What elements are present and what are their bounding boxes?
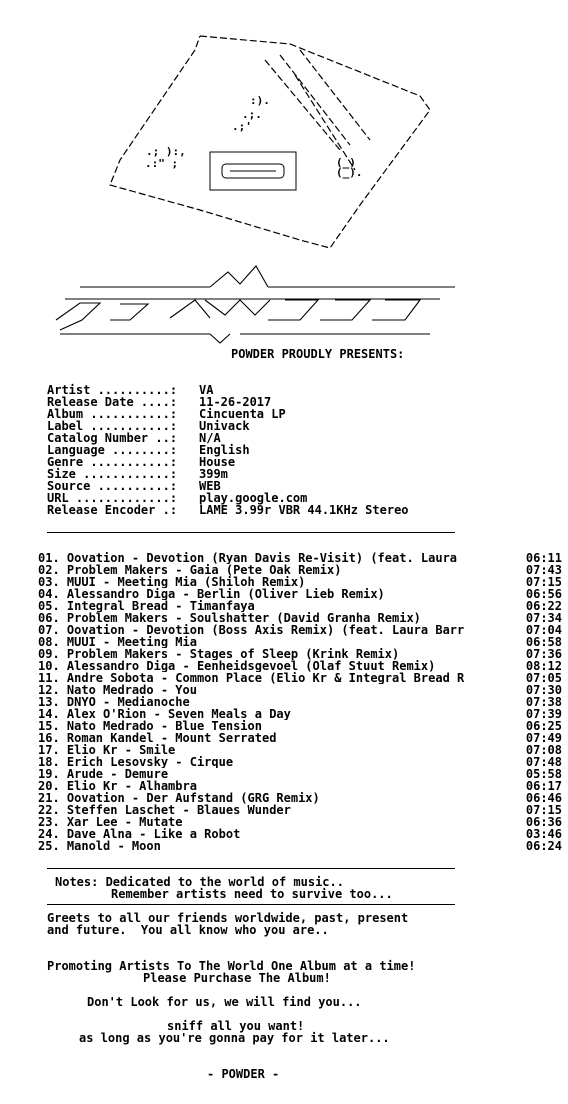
track-duration: 07:05	[525, 671, 562, 685]
track-row	[38, 576, 562, 588]
info-key-artist: Artist ..........:	[47, 383, 178, 397]
svg-text:(_): (_)	[336, 156, 356, 169]
track-row	[38, 660, 562, 672]
notes-line-2: Remember artists need to survive too...	[111, 887, 393, 901]
svg-text::).: :).	[250, 94, 270, 107]
track-duration: 08:12	[525, 659, 562, 673]
track-duration: 06:25	[525, 719, 562, 733]
track-title: 10. Alessandro Diga - Eenheidsgevoel (Olaf Stuut Remix)	[38, 660, 436, 672]
info-key-source: Source ..........:	[47, 479, 178, 493]
track-row	[38, 708, 562, 720]
track-duration: 06:58	[525, 635, 562, 649]
info-key-genre: Genre ...........:	[47, 455, 178, 469]
track-duration: 07:15	[525, 803, 562, 817]
track-title: 21. Oovation - Der Aufstand (GRG Remix)	[38, 792, 320, 804]
track-title: 22. Steffen Laschet - Blaues Wunder	[38, 804, 291, 816]
track-duration: 06:11	[525, 551, 562, 565]
track-row	[38, 756, 562, 768]
track-duration: 06:22	[525, 599, 562, 613]
track-duration: 06:56	[525, 587, 562, 601]
track-row	[38, 816, 562, 828]
svg-text:(_).: (_).	[336, 166, 363, 179]
track-duration: 07:48	[525, 755, 562, 769]
info-value-genre: House	[199, 455, 236, 469]
track-title: 11. Andre Sobota - Common Place (Elio Kr & Integral Bread R	[38, 672, 465, 684]
track-title: 23. Xar Lee - Mutate	[38, 816, 183, 828]
track-title: 19. Arude - Demure	[38, 768, 169, 780]
info-value-album: Cincuenta LP	[199, 407, 286, 421]
promo-line-1: Promoting Artists To The World One Album at a time!	[47, 959, 416, 973]
track-title: 06. Problem Makers - Soulshatter (David Granha Remix)	[38, 612, 421, 624]
info-value-artist: VA	[199, 383, 214, 397]
info-value-label: Univack	[199, 419, 250, 433]
dont-look-line: Don't Look for us, we will find you...	[87, 995, 362, 1009]
track-duration: 06:17	[525, 779, 562, 793]
track-title: 25. Manold - Moon	[38, 840, 161, 852]
divider	[47, 532, 455, 533]
promo-line-2: Please Purchase The Album!	[143, 971, 331, 985]
info-key-label: Label ...........:	[47, 419, 178, 433]
track-row	[38, 588, 562, 600]
track-row	[38, 780, 562, 792]
track-duration: 07:15	[525, 575, 562, 589]
ascii-art-logo	[0, 0, 568, 350]
track-row	[38, 600, 562, 612]
track-row	[38, 648, 562, 660]
track-row	[38, 564, 562, 576]
info-value-size: 399m	[199, 467, 228, 481]
track-duration: 07:04	[525, 623, 562, 637]
info-key-url: URL .............:	[47, 491, 178, 505]
info-key-release-date: Release Date ....:	[47, 395, 178, 409]
svg-text:.;': .;'	[232, 120, 252, 133]
track-title: 04. Alessandro Diga - Berlin (Oliver Lieb Remix)	[38, 588, 385, 600]
footer-signature: - POWDER -	[207, 1067, 280, 1081]
info-value-language: English	[199, 443, 250, 457]
track-duration: 07:34	[525, 611, 562, 625]
track-row	[38, 732, 562, 744]
track-title: 13. DNYO - Medianoche	[38, 696, 190, 708]
track-title: 14. Alex O'Rion - Seven Meals a Day	[38, 708, 291, 720]
info-value-catalog: N/A	[199, 431, 221, 445]
greets-line-2: and future. You all know who you are..	[47, 923, 329, 937]
track-row	[38, 744, 562, 756]
track-duration: 07:39	[525, 707, 562, 721]
track-duration: 07:49	[525, 731, 562, 745]
divider	[47, 904, 455, 905]
track-title: 02. Problem Makers - Gaia (Pete Oak Remix)	[38, 564, 342, 576]
track-title: 12. Nato Medrado - You	[38, 684, 197, 696]
track-title: 15. Nato Medrado - Blue Tension	[38, 720, 262, 732]
track-duration: 06:24	[525, 839, 562, 853]
info-key-size: Size ............:	[47, 467, 178, 481]
notes-line-1: Notes: Dedicated to the world of music..	[55, 875, 344, 889]
track-row	[38, 552, 562, 564]
svg-text:.;.: .;.	[242, 108, 262, 121]
info-value-source: WEB	[199, 479, 221, 493]
track-duration: 07:30	[525, 683, 562, 697]
divider	[47, 868, 455, 869]
track-row	[38, 828, 562, 840]
track-title: 08. MUUI - Meeting Mia	[38, 636, 197, 648]
track-row	[38, 720, 562, 732]
track-row	[38, 840, 562, 852]
info-key-encoder: Release Encoder .:	[47, 503, 178, 517]
presents-heading: POWDER PROUDLY PRESENTS:	[231, 347, 405, 361]
track-duration: 06:46	[525, 791, 562, 805]
track-row	[38, 684, 562, 696]
track-title: 18. Erich Lesovsky - Cirque	[38, 756, 234, 768]
track-title: 07. Oovation - Devotion (Boss Axis Remix) (feat. Laura Barr	[38, 624, 465, 636]
track-duration: 07:36	[525, 647, 562, 661]
track-row	[38, 792, 562, 804]
info-value-encoder: LAME 3.99r VBR 44.1KHz Stereo	[199, 503, 409, 517]
svg-text:.:" ;: .:" ;	[145, 157, 179, 170]
track-duration: 06:36	[525, 815, 562, 829]
track-row	[38, 636, 562, 648]
info-value-release-date: 11-26-2017	[199, 395, 272, 409]
svg-text:.; ):,: .; ):,	[146, 145, 186, 158]
track-title: 05. Integral Bread - Timanfaya	[38, 600, 255, 612]
track-title: 01. Oovation - Devotion (Ryan Davis Re-Visit) (feat. Laura	[38, 552, 458, 564]
track-duration: 05:58	[525, 767, 562, 781]
track-duration: 07:38	[525, 695, 562, 709]
info-key-language: Language ........:	[47, 443, 178, 457]
track-title: 20. Elio Kr - Alhambra	[38, 780, 197, 792]
sniff-line-2: as long as you're gonna pay for it later...	[79, 1031, 390, 1045]
info-value-url: play.google.com	[199, 491, 308, 505]
sniff-line-1: sniff all you want!	[167, 1019, 305, 1033]
track-duration: 07:08	[525, 743, 562, 757]
track-row	[38, 804, 562, 816]
track-title: 09. Problem Makers - Stages of Sleep (Krink Remix)	[38, 648, 400, 660]
track-title: 17. Elio Kr - Smile	[38, 744, 176, 756]
track-row	[38, 768, 562, 780]
track-row	[38, 696, 562, 708]
track-row	[38, 672, 562, 684]
track-row	[38, 624, 562, 636]
track-row	[38, 612, 562, 624]
track-title: 24. Dave Alna - Like a Robot	[38, 828, 241, 840]
track-title: 16. Roman Kandel - Mount Serrated	[38, 732, 277, 744]
info-key-catalog: Catalog Number ..:	[47, 431, 178, 445]
track-title: 03. MUUI - Meeting Mia (Shiloh Remix)	[38, 576, 306, 588]
greets-line-1: Greets to all our friends worldwide, past, present	[47, 911, 409, 925]
track-duration: 03:46	[525, 827, 562, 841]
info-key-album: Album ...........:	[47, 407, 178, 421]
track-duration: 07:43	[525, 563, 562, 577]
